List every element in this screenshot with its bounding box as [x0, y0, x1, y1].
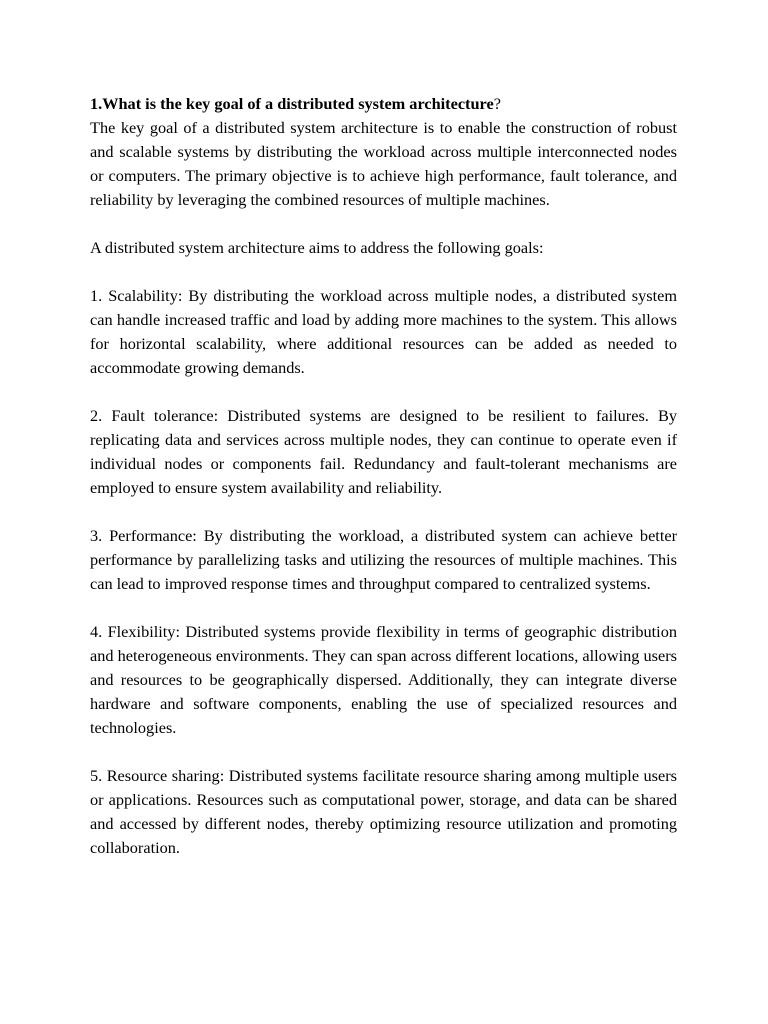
- question-heading-tail: ?: [493, 94, 501, 113]
- answer-paragraph: The key goal of a distributed system architecture is to enable the construction of robust and scalable systems by distributing the workload across multiple interconnected nodes or computers. The primary objective is to achieve high performance, fault tolerance, and reliability by leveraging the combined resources of multiple machines.: [90, 118, 677, 209]
- goal-scalability-paragraph: 1. Scalability: By distributing the workload across multiple nodes, a distributed system can handle increased traffic and load by adding more machines to the system. This allows for horizontal scalability, where additional resources can be added as needed to accommodate growing demands.: [90, 286, 677, 377]
- goals-intro-paragraph: A distributed system architecture aims to address the following goals:: [90, 238, 544, 257]
- question-heading-bold: 1.What is the key goal of a distributed system architecture: [90, 94, 494, 113]
- goal-flexibility-paragraph: 4. Flexibility: Distributed systems provide flexibility in terms of geographic distribution and heterogeneous environments. They can span across different locations, allowing users and resources to be geographically dispersed. Additionally, they can integrate diverse hardware and software components, enabling the use of specialized resources and technologies.: [90, 622, 677, 737]
- goal-resource-sharing-paragraph: 5. Resource sharing: Distributed systems facilitate resource sharing among multiple users or applications. Resources such as computational power, storage, and data can be shared and accessed by different nodes, thereby optimizing resource utilization and promoting collaboration.: [90, 766, 677, 857]
- goal-fault-tolerance-paragraph: 2. Fault tolerance: Distributed systems are designed to be resilient to failures. By replicating data and services across multiple nodes, they can continue to operate even if individual nodes or components fail. Redundancy and fault-tolerant mechanisms are employed to ensure system availability and reliability.: [90, 406, 677, 497]
- goal-performance-paragraph: 3. Performance: By distributing the workload, a distributed system can achieve better performance by parallelizing tasks and utilizing the resources of multiple machines. This can lead to improved response times and throughput compared to centralized systems.: [90, 526, 677, 593]
- document-page: [90, 92, 677, 884]
- question-heading: [90, 92, 677, 116]
